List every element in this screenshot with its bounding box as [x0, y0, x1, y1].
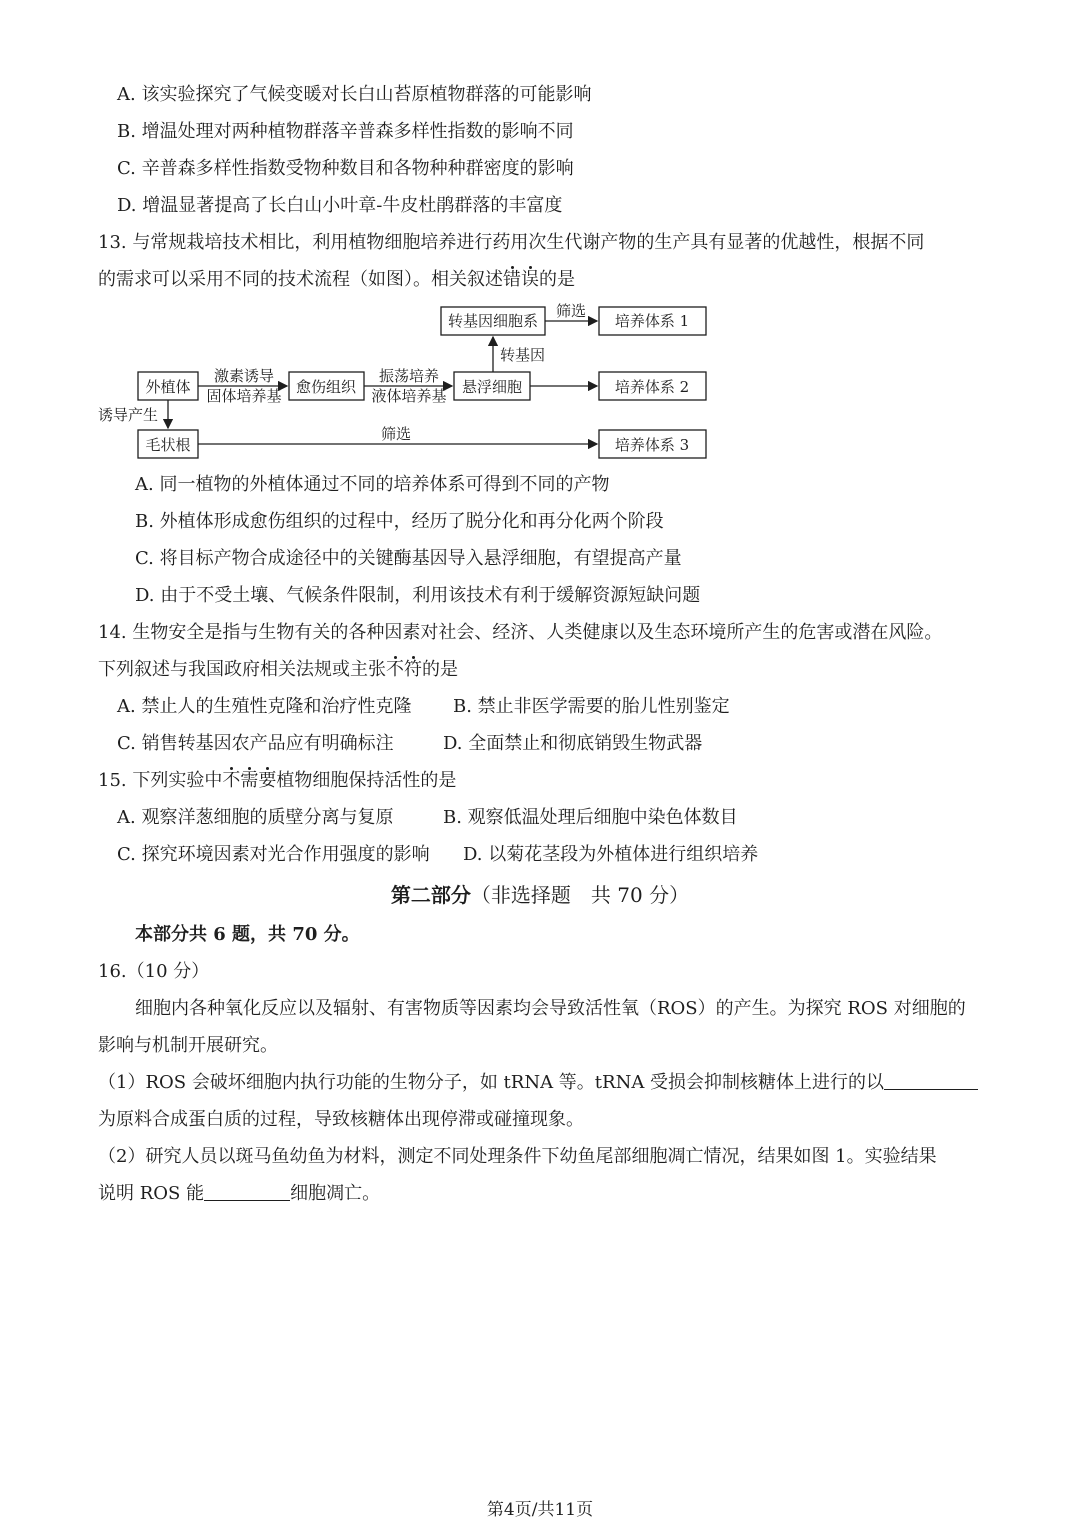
- q13-stem-line1: 13. 与常规栽培技术相比，利用植物细胞培养进行药用次生代谢产物的生产具有显著的优越性，根据不同: [98, 232, 925, 253]
- q13-stem-text: 的需求可以采用不同的技术流程（如图）。相关叙述: [98, 269, 503, 290]
- label-hormone: 激素诱导: [213, 367, 275, 385]
- label-liquid-medium: 液体培养基: [371, 387, 447, 405]
- emphasis-char: 错: [503, 269, 521, 290]
- q16-number: 16.（10 分）: [98, 961, 210, 982]
- q13-option-d: D. 由于不受土壤、气候条件限制，利用该技术有利于缓解资源短缺问题: [135, 585, 701, 606]
- q15-option-b: B. 观察低温处理后细胞中染色体数目: [443, 807, 738, 828]
- q13-option-a: A. 同一植物的外植体通过不同的培养体系可得到不同的产物: [135, 474, 610, 495]
- q13-option-b: B. 外植体形成愈伤组织的过程中，经历了脱分化和再分化两个阶段: [135, 511, 664, 532]
- q14-stem-text: 下列叙述与我国政府相关法规或主张: [98, 659, 386, 680]
- q15-stem: [98, 768, 456, 794]
- q16-sub1-line1: [98, 1070, 978, 1096]
- q14-stem-text: 的是: [422, 659, 458, 680]
- part2-instruction: 本部分共 6 题，共 70 分。: [135, 924, 360, 945]
- node-hairy-root: 毛状根: [145, 436, 191, 454]
- q16-sub2-text: 说明 ROS 能: [98, 1183, 205, 1204]
- answer-blank-2[interactable]: [204, 1182, 290, 1201]
- q13-stem-line2: [98, 267, 575, 293]
- q16-intro-line1: 细胞内各种氧化反应以及辐射、有害物质等因素均会导致活性氧（ROS）的产生。为探究 ROS 对细胞的: [135, 998, 966, 1019]
- q16-sub2-line1: （2）研究人员以斑马鱼幼鱼为材料，测定不同处理条件下幼鱼尾部细胞凋亡情况，结果如图 1。实验结果: [98, 1146, 937, 1167]
- node-suspension: 悬浮细胞: [461, 378, 523, 396]
- q13-option-c: C. 将目标产物合成途径中的关键酶基因导入悬浮细胞，有望提高产量: [135, 548, 682, 569]
- q13-flow-diagram: [96, 300, 716, 465]
- q12-option-b: B. 增温处理对两种植物群落辛普森多样性指数的影响不同: [117, 121, 574, 142]
- node-callus: 愈伤组织: [295, 378, 357, 396]
- section-title-bold: 第二部分: [390, 883, 471, 907]
- q16-intro-line2: 影响与机制开展研究。: [98, 1035, 278, 1056]
- label-shake: 振荡培养: [378, 367, 440, 385]
- q12-option-c: C. 辛普森多样性指数受物种数目和各物种种群密度的影响: [117, 158, 574, 179]
- q14-option-c: C. 销售转基因农产品应有明确标注: [117, 733, 394, 754]
- q16-sub2-text: 细胞凋亡。: [290, 1183, 381, 1204]
- q15-stem-text: 15. 下列实验中: [98, 770, 223, 791]
- q14-option-a: A. 禁止人的生殖性克隆和治疗性克隆: [117, 696, 412, 717]
- q14-option-b: B. 禁止非医学需要的胎儿性别鉴定: [453, 696, 730, 717]
- node-system3: 培养体系 3: [614, 436, 690, 454]
- page-footer: 第4页/共11页: [486, 1500, 594, 1520]
- q16-sub1-text: （1）ROS 会破坏细胞内执行功能的生物分子，如 tRNA 等。tRNA 受损会抑制核糖体上进行的以: [98, 1072, 885, 1093]
- section-title-rest: （非选择题 共 70 分）: [470, 883, 690, 907]
- node-system2: 培养体系 2: [614, 378, 690, 396]
- q16-sub1-line2: 为原料合成蛋白质的过程，导致核糖体出现停滞或碰撞现象。: [98, 1109, 584, 1130]
- q16-sub2-line2: [98, 1181, 380, 1207]
- q13-stem-text: 的是: [539, 269, 575, 290]
- q14-stem-line1: 14. 生物安全是指与生物有关的各种因素对社会、经济、人类健康以及生态环境所产生的危害或潜在风险。: [98, 622, 943, 643]
- q12-option-d: D. 增温显著提高了长白山小叶章-牛皮杜鹃群落的丰富度: [117, 195, 563, 216]
- q15-option-d: D. 以菊花茎段为外植体进行组织培养: [463, 844, 759, 865]
- q15-option-a: A. 观察洋葱细胞的质壁分离与复原: [117, 807, 394, 828]
- label-transgene: 转基因: [500, 346, 546, 364]
- emphasis-char: 需: [240, 770, 259, 791]
- label-induce: 诱导产生: [98, 406, 159, 424]
- emphasis-char: 误: [521, 269, 539, 290]
- node-transgenic-cells: 转基因细胞系: [447, 312, 539, 330]
- emphasis-char: 符: [404, 659, 422, 680]
- q15-option-c: C. 探究环境因素对光合作用强度的影响: [117, 844, 430, 865]
- emphasis-char: 不: [222, 770, 241, 791]
- label-solid-medium: 固体培养基: [206, 387, 282, 405]
- node-explant: 外植体: [145, 378, 191, 396]
- node-system1: 培养体系 1: [614, 312, 690, 330]
- q15-stem-text: 植物细胞保持活性的是: [276, 770, 457, 791]
- label-screen-bottom: 筛选: [380, 425, 412, 443]
- answer-blank-1[interactable]: [884, 1071, 978, 1090]
- label-screen-top: 筛选: [555, 302, 587, 320]
- emphasis-char: 要: [258, 770, 277, 791]
- emphasis-char: 不: [386, 659, 404, 680]
- q12-option-a: A. 该实验探究了气候变暖对长白山苔原植物群落的可能影响: [117, 84, 592, 105]
- q14-stem-line2: [98, 657, 458, 683]
- q14-option-d: D. 全面禁止和彻底销毁生物武器: [443, 733, 703, 754]
- section-title: [0, 881, 1080, 909]
